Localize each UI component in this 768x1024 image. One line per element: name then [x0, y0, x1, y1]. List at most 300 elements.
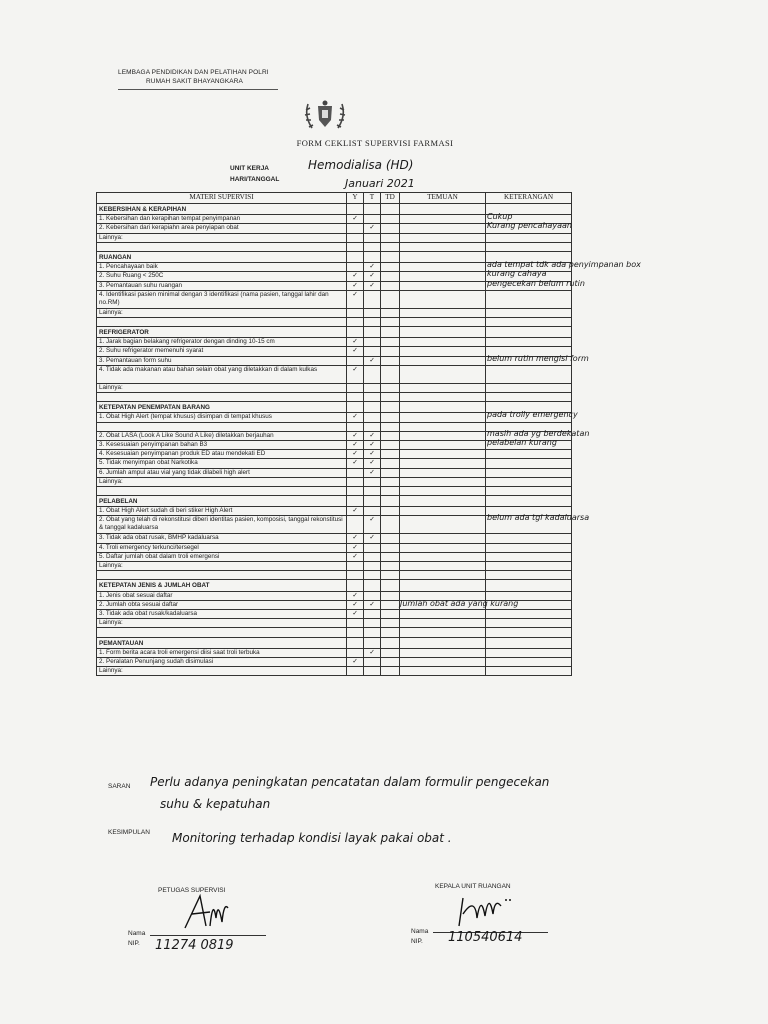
item-label: [97, 317, 347, 326]
temuan-cell: [400, 224, 486, 233]
keterangan-note: pelabelan kurang: [487, 437, 557, 447]
keterangan-cell: [486, 571, 572, 580]
check-t-cell: ✓: [364, 516, 381, 534]
left-nip-label: NIP.: [128, 940, 140, 947]
check-td-cell: [381, 422, 400, 431]
check-y-cell: [347, 486, 364, 495]
table-row: [97, 281, 572, 290]
item-label: 1. Jenis obat sesuai daftar: [97, 591, 347, 600]
temuan-cell: [400, 215, 486, 224]
item-label: 3. Tidak ada obat rusak/kadaluarsa: [97, 609, 347, 618]
table-row: [97, 233, 572, 242]
keterangan-cell: [486, 513, 590, 534]
table-header-row: [97, 193, 572, 204]
temuan-cell: [400, 263, 486, 272]
table-row: [97, 619, 572, 628]
temuan-cell: [400, 338, 486, 347]
keterangan-note: belum ada tgl kadaluarsa: [487, 513, 590, 523]
temuan-cell: [400, 507, 486, 516]
temuan-cell: [400, 516, 486, 534]
keterangan-cell: [486, 242, 572, 251]
temuan-cell: [400, 308, 486, 317]
col-keterangan: KETERANGAN: [486, 193, 572, 204]
check-y-cell: ✓: [347, 600, 364, 609]
item-label: 2. Kebersihan dari kerapiahn area penyiapan obat: [97, 224, 347, 233]
temuan-cell: [400, 598, 519, 609]
check-td-cell: [381, 637, 400, 648]
check-t-cell: [364, 290, 381, 308]
section-title: REFRIGERATOR: [97, 327, 347, 338]
table-row: [97, 450, 572, 459]
table-row: [97, 571, 572, 580]
check-t-cell: ✓: [364, 440, 381, 449]
keterangan-cell: [486, 648, 572, 657]
keterangan-cell: [486, 667, 572, 676]
saran-text-line1: Perlu adanya peningkatan pencatatan dalam formulir pengecekan: [150, 775, 550, 789]
check-td-cell: [381, 591, 400, 600]
check-t-cell: ✓: [364, 272, 381, 281]
check-td-cell: [381, 281, 400, 290]
check-td-cell: [381, 393, 400, 402]
check-t-cell: [364, 609, 381, 618]
check-t-cell: [364, 571, 381, 580]
keterangan-cell: [486, 365, 572, 383]
check-y-cell: [347, 383, 364, 392]
check-td-cell: [381, 347, 400, 356]
left-signature-title: PETUGAS SUPERVISI: [158, 887, 226, 894]
table-row: [97, 648, 572, 657]
right-signature: [455, 888, 515, 933]
table-row: [97, 562, 572, 571]
temuan-cell: [400, 272, 486, 281]
check-y-cell: [347, 251, 364, 262]
check-td-cell: [381, 628, 400, 637]
keterangan-cell: [486, 410, 578, 422]
check-t-cell: [364, 619, 381, 628]
check-y-cell: [347, 628, 364, 637]
check-y-cell: [347, 477, 364, 486]
temuan-cell: [400, 440, 486, 449]
item-label: 1. Kebersihan dan kerapihan tempat penyimpanan: [97, 215, 347, 224]
temuan-cell: [400, 648, 486, 657]
check-t-cell: ✓: [364, 648, 381, 657]
keterangan-note: Kurang pencahayaan: [487, 221, 572, 231]
temuan-cell: [400, 562, 486, 571]
item-label: [97, 571, 347, 580]
check-y-cell: ✓: [347, 365, 364, 383]
temuan-cell: [400, 552, 486, 561]
keterangan-cell: [486, 353, 589, 365]
keterangan-cell: [486, 278, 585, 290]
temuan-cell: [400, 327, 486, 338]
check-t-cell: ✓: [364, 459, 381, 468]
check-td-cell: [381, 317, 400, 326]
item-label: Lainnya:: [97, 233, 347, 242]
table-row: [97, 667, 572, 676]
check-t-cell: ✓: [364, 600, 381, 609]
check-t-cell: ✓: [364, 356, 381, 365]
temuan-cell: [400, 637, 486, 648]
item-label: Lainnya:: [97, 477, 347, 486]
check-td-cell: [381, 290, 400, 308]
check-t-cell: [364, 383, 381, 392]
item-label: 4. Kesesuaian penyimpanan produk ED atau mendekati ED: [97, 450, 347, 459]
check-td-cell: [381, 402, 400, 413]
item-label: 1. Pencahayaan baik: [97, 263, 347, 272]
table-row: [97, 600, 572, 609]
keterangan-cell: [486, 534, 572, 543]
item-label: 2. Suhu Ruang < 250C: [97, 272, 347, 281]
check-t-cell: [364, 317, 381, 326]
check-y-cell: ✓: [347, 413, 364, 422]
temuan-cell: [400, 580, 486, 591]
section-title: RUANGAN: [97, 251, 347, 262]
table-row: [97, 477, 572, 486]
check-y-cell: [347, 204, 364, 215]
check-y-cell: ✓: [347, 609, 364, 618]
check-t-cell: ✓: [364, 263, 381, 272]
check-td-cell: [381, 327, 400, 338]
check-y-cell: ✓: [347, 440, 364, 449]
item-label: 4. Tidak ada makanan atau bahan selain obat yang diletakkan di dalam kulkas: [97, 365, 347, 383]
item-label: Lainnya:: [97, 383, 347, 392]
keterangan-cell: [486, 628, 572, 637]
date-value: Januari 2021: [345, 177, 415, 190]
check-td-cell: [381, 338, 400, 347]
keterangan-cell: [486, 290, 572, 308]
temuan-note: Jumlah obat ada yang kurang: [400, 598, 519, 608]
check-t-cell: [364, 507, 381, 516]
check-td-cell: [381, 562, 400, 571]
temuan-cell: [400, 534, 486, 543]
temuan-cell: [400, 281, 486, 290]
check-td-cell: [381, 242, 400, 251]
table-row: [97, 365, 572, 383]
keterangan-note: ada tempat tdk ada penyimpanan box: [487, 260, 641, 270]
item-label: 2. Suhu refrigerator memenuhi syarat: [97, 347, 347, 356]
check-y-cell: ✓: [347, 534, 364, 543]
temuan-cell: [400, 657, 486, 666]
check-td-cell: [381, 648, 400, 657]
check-td-cell: [381, 477, 400, 486]
temuan-cell: [400, 204, 486, 215]
keterangan-cell: [486, 486, 572, 495]
right-nip-label: NIP.: [411, 938, 423, 945]
keterangan-cell: [486, 450, 572, 459]
section-title: PEMANTAUAN: [97, 637, 347, 648]
check-y-cell: [347, 327, 364, 338]
check-td-cell: [381, 496, 400, 507]
temuan-cell: [400, 413, 486, 422]
section-header-row: [97, 580, 572, 591]
keterangan-note: Cukup: [487, 212, 513, 222]
col-materi: MATERI SUPERVISI: [97, 193, 347, 204]
item-label: 1. Form berita acara troli emergensi diisi saat troli terbuka: [97, 648, 347, 657]
check-td-cell: [381, 609, 400, 618]
check-y-cell: [347, 571, 364, 580]
table-row: [97, 468, 572, 477]
keterangan-cell: [486, 580, 572, 591]
table-row: [97, 657, 572, 666]
item-label: 3. Pemantauan suhu ruangan: [97, 281, 347, 290]
table-row: [97, 308, 572, 317]
item-label: [97, 422, 347, 431]
keterangan-cell: [486, 437, 572, 449]
check-t-cell: [364, 204, 381, 215]
check-y-cell: [347, 422, 364, 431]
table-row: [97, 338, 572, 347]
check-t-cell: [364, 591, 381, 600]
temuan-cell: [400, 628, 486, 637]
check-td-cell: [381, 356, 400, 365]
check-t-cell: [364, 365, 381, 383]
check-td-cell: [381, 383, 400, 392]
check-t-cell: [364, 413, 381, 422]
keterangan-note: pengecekan belum rutin: [487, 278, 585, 288]
form-title: FORM CEKLIST SUPERVISI FARMASI: [296, 138, 454, 148]
check-t-cell: [364, 628, 381, 637]
item-label: 2. Obat yang telah di rekonstitusi diberi identitas pasien, komposisi, tanggal rekonstitusi & tanggal kadaluarsa: [97, 516, 347, 534]
check-y-cell: ✓: [347, 543, 364, 552]
item-label: 4. Identifikasi pasien minimal dengan 3 identifikasi (nama pasien, tanggal lahir dan no.RM): [97, 290, 347, 308]
item-label: 5. Daftar jumlah obat dalam troli emergensi: [97, 552, 347, 561]
check-t-cell: [364, 486, 381, 495]
keterangan-cell: [486, 609, 572, 618]
check-t-cell: [364, 562, 381, 571]
item-label: [97, 393, 347, 402]
check-t-cell: [364, 496, 381, 507]
check-td-cell: [381, 468, 400, 477]
keterangan-cell: [486, 637, 572, 648]
check-t-cell: ✓: [364, 224, 381, 233]
temuan-cell: [400, 383, 486, 392]
item-label: Lainnya:: [97, 562, 347, 571]
saran-label: SARAN: [108, 783, 131, 790]
table-row: [97, 224, 572, 233]
table-row: [97, 356, 572, 365]
check-t-cell: [364, 347, 381, 356]
check-td-cell: [381, 450, 400, 459]
table-row: [97, 383, 572, 392]
item-label: 3. Kesesuaian penyimpanan bahan B3: [97, 440, 347, 449]
check-t-cell: [364, 233, 381, 242]
temuan-cell: [400, 619, 486, 628]
section-header-row: [97, 637, 572, 648]
check-t-cell: [364, 637, 381, 648]
check-y-cell: [347, 562, 364, 571]
check-y-cell: [347, 317, 364, 326]
keterangan-cell: [486, 393, 572, 402]
check-t-cell: [364, 657, 381, 666]
item-label: 1. Jarak bagian belakang refrigerator dengan dinding 10-15 cm: [97, 338, 347, 347]
check-y-cell: ✓: [347, 657, 364, 666]
check-y-cell: [347, 308, 364, 317]
check-y-cell: ✓: [347, 281, 364, 290]
right-nip-value: 110540614: [448, 930, 523, 945]
check-t-cell: ✓: [364, 534, 381, 543]
table-row: [97, 534, 572, 543]
table-row: [97, 609, 572, 618]
keterangan-cell: [486, 477, 572, 486]
temuan-cell: [400, 290, 486, 308]
table-row: [97, 393, 572, 402]
keterangan-cell: [486, 543, 572, 552]
keterangan-cell: [486, 308, 572, 317]
check-y-cell: [347, 496, 364, 507]
col-td: TD: [381, 193, 400, 204]
section-header-row: [97, 327, 572, 338]
temuan-cell: [400, 486, 486, 495]
check-td-cell: [381, 308, 400, 317]
left-name-line: [150, 935, 266, 936]
temuan-cell: [400, 609, 486, 618]
check-y-cell: ✓: [347, 507, 364, 516]
check-t-cell: [364, 477, 381, 486]
temuan-cell: [400, 571, 486, 580]
saran-text-line2: suhu & kepatuhan: [160, 797, 271, 811]
temuan-cell: [400, 356, 486, 365]
table-row: [97, 290, 572, 308]
col-y: Y: [347, 193, 364, 204]
item-label: [97, 486, 347, 495]
check-td-cell: [381, 431, 400, 440]
left-signature: [180, 888, 230, 938]
check-y-cell: ✓: [347, 552, 364, 561]
table-row: [97, 543, 572, 552]
check-t-cell: ✓: [364, 431, 381, 440]
check-t-cell: [364, 393, 381, 402]
check-td-cell: [381, 413, 400, 422]
check-y-cell: [347, 224, 364, 233]
check-t-cell: [364, 422, 381, 431]
check-y-cell: [347, 402, 364, 413]
temuan-cell: [400, 402, 486, 413]
temuan-cell: [400, 431, 486, 440]
check-t-cell: [364, 667, 381, 676]
table-row: [97, 242, 572, 251]
check-td-cell: [381, 204, 400, 215]
temuan-cell: [400, 496, 486, 507]
check-td-cell: [381, 263, 400, 272]
kesimpulan-label: KESIMPULAN: [108, 829, 150, 836]
check-y-cell: [347, 667, 364, 676]
check-t-cell: ✓: [364, 468, 381, 477]
check-td-cell: [381, 224, 400, 233]
temuan-cell: [400, 317, 486, 326]
check-td-cell: [381, 233, 400, 242]
check-t-cell: [364, 543, 381, 552]
check-y-cell: ✓: [347, 272, 364, 281]
keterangan-cell: [486, 221, 572, 233]
temuan-cell: [400, 459, 486, 468]
item-label: Lainnya:: [97, 667, 347, 676]
item-label: 2. Jumlah obta sesuai daftar: [97, 600, 347, 609]
left-nip-value: 11274 0819: [155, 938, 234, 953]
table-row: [97, 486, 572, 495]
check-td-cell: [381, 459, 400, 468]
temuan-cell: [400, 422, 486, 431]
check-y-cell: ✓: [347, 338, 364, 347]
check-t-cell: [364, 327, 381, 338]
check-y-cell: ✓: [347, 290, 364, 308]
check-td-cell: [381, 272, 400, 281]
table-row: [97, 317, 572, 326]
keterangan-cell: [486, 233, 572, 242]
check-t-cell: [364, 242, 381, 251]
check-td-cell: [381, 440, 400, 449]
institution-name: LEMBAGA PENDIDIKAN DAN PELATIHAN POLRI: [118, 69, 269, 76]
item-label: Lainnya:: [97, 619, 347, 628]
keterangan-cell: [486, 338, 572, 347]
institution-header: [118, 68, 269, 86]
check-t-cell: [364, 215, 381, 224]
date-label: HARI/TANGGAL: [230, 176, 280, 183]
section-title: KETEPATAN JENIS & JUMLAH OBAT: [97, 580, 347, 591]
header-divider: [118, 89, 278, 90]
temuan-cell: [400, 468, 486, 477]
col-temuan: TEMUAN: [400, 193, 486, 204]
keterangan-cell: [486, 459, 572, 468]
unit-label: UNIT KERJA: [230, 165, 270, 172]
check-y-cell: ✓: [347, 591, 364, 600]
kesimpulan-text: Monitoring terhadap kondisi layak pakai obat .: [172, 831, 452, 845]
check-t-cell: [364, 580, 381, 591]
check-t-cell: [364, 308, 381, 317]
left-name-label: Nama: [128, 930, 146, 937]
section-title: KETEPATAN PENEMPATAN BARANG: [97, 402, 347, 413]
check-t-cell: [364, 552, 381, 561]
check-t-cell: ✓: [364, 281, 381, 290]
check-td-cell: [381, 571, 400, 580]
item-label: [97, 628, 347, 637]
check-y-cell: [347, 619, 364, 628]
item-label: 5. Tidak menyimpan obat Narkotika: [97, 459, 347, 468]
check-y-cell: ✓: [347, 347, 364, 356]
check-td-cell: [381, 365, 400, 383]
section-title: PELABELAN: [97, 496, 347, 507]
check-t-cell: [364, 338, 381, 347]
item-label: 3. Tidak ada obat rusak, BMHP kadaluarsa: [97, 534, 347, 543]
temuan-cell: [400, 242, 486, 251]
supervision-checklist-table: [96, 192, 641, 676]
keterangan-cell: [486, 317, 572, 326]
check-y-cell: ✓: [347, 215, 364, 224]
item-label: [97, 242, 347, 251]
check-td-cell: [381, 600, 400, 609]
check-td-cell: [381, 486, 400, 495]
keterangan-note: pada trolly emergency: [487, 410, 578, 420]
check-td-cell: [381, 215, 400, 224]
keterangan-note: masih ada yg berdekatan: [487, 428, 590, 438]
item-label: 3. Pemantauan form suhu: [97, 356, 347, 365]
keterangan-cell: [486, 468, 572, 477]
item-label: 4. Troli emergency terkunci/tersegel: [97, 543, 347, 552]
table-row: [97, 440, 572, 449]
check-td-cell: [381, 552, 400, 561]
check-td-cell: [381, 657, 400, 666]
check-t-cell: ✓: [364, 450, 381, 459]
police-emblem-logo: [300, 98, 350, 134]
check-td-cell: [381, 534, 400, 543]
temuan-cell: [400, 477, 486, 486]
check-td-cell: [381, 251, 400, 262]
keterangan-note: belum rutin mengisi form: [487, 353, 589, 363]
item-label: 1. Obat High Alert (tempat khusus) disimpan di tempat khusus: [97, 413, 347, 422]
check-y-cell: ✓: [347, 431, 364, 440]
keterangan-cell: [486, 619, 572, 628]
keterangan-cell: [486, 562, 572, 571]
check-y-cell: [347, 233, 364, 242]
